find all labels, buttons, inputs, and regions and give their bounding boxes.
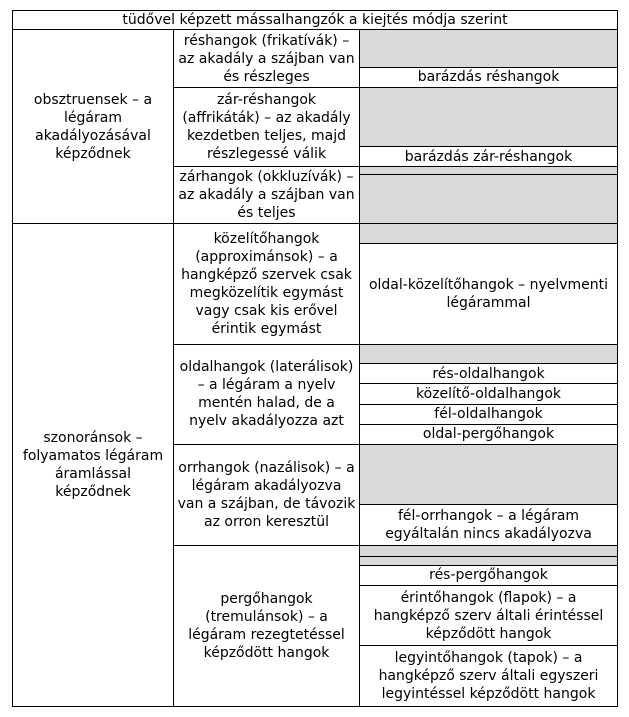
item-cell: fél-orrhangok – a légáram egyáltalán nincs akadályozva	[360, 504, 618, 545]
item-cell: rés-oldalhangok	[360, 363, 618, 383]
item-cell: oldal-pergőhangok	[360, 424, 618, 444]
empty-cell	[360, 224, 618, 244]
item-cell: legyintőhangok (tapok) – a hangképző szerv általi egyszeri legyintéssel képződött hangok	[360, 645, 618, 706]
item-cell: barázdás réshangok	[360, 67, 618, 87]
consonant-classification-table	[12, 10, 618, 707]
subgroup-label-plosives: zárhangok (okkluzívák) – az akadály a szájban van és teljes	[174, 167, 360, 224]
group-label-sonorants: szonoránsok – folyamatos légáram áramlással képződnek	[13, 224, 174, 707]
table-title: tüdővel képzett mássalhangzók a kiejtés módja szerint	[13, 11, 618, 30]
subgroup-label-nasals: orrhangok (nazálisok) – a légáram akadályozva van a szájban, de távozik az orron keresztül	[174, 445, 360, 545]
empty-cell	[360, 445, 618, 505]
item-cell: fél-oldalhangok	[360, 404, 618, 424]
empty-cell	[360, 344, 618, 363]
empty-cell	[360, 167, 618, 175]
empty-cell	[360, 556, 618, 565]
group-label-obstruents: obsztruensek – a légáram akadályozásával képződnek	[13, 30, 174, 224]
subgroup-label-approximants: közelítőhangok (approximánsok) – a hangképző szervek csak megközelítik egymást vagy csak kis erővel érintik egymást	[174, 224, 360, 345]
subgroup-label-fricatives: réshangok (frikatívák) – az akadály a szájban van és részleges	[174, 30, 360, 88]
item-cell: rés-pergőhangok	[360, 565, 618, 585]
subgroup-label-trills: pergőhangok (tremulánsok) – a légáram rezegtetéssel képződött hangok	[174, 545, 360, 706]
item-cell: oldal-közelítőhangok – nyelvmenti légárammal	[360, 244, 618, 344]
subgroup-label-affricates: zár-réshangok (affrikáták) – az akadály kezdetben teljes, majd részlegessé válik	[174, 88, 360, 167]
item-cell: érintőhangok (flapok) – a hangképző szerv általi érintéssel képződött hangok	[360, 586, 618, 646]
empty-cell	[360, 175, 618, 224]
empty-cell	[360, 30, 618, 68]
subgroup-label-laterals: oldalhangok (laterálisok) – a légáram a nyelv mentén halad, de a nyelv akadályozza azt	[174, 344, 360, 444]
empty-cell	[360, 88, 618, 147]
empty-cell	[360, 545, 618, 556]
item-cell: közelítő-oldalhangok	[360, 384, 618, 404]
item-cell: barázdás zár-réshangok	[360, 146, 618, 166]
